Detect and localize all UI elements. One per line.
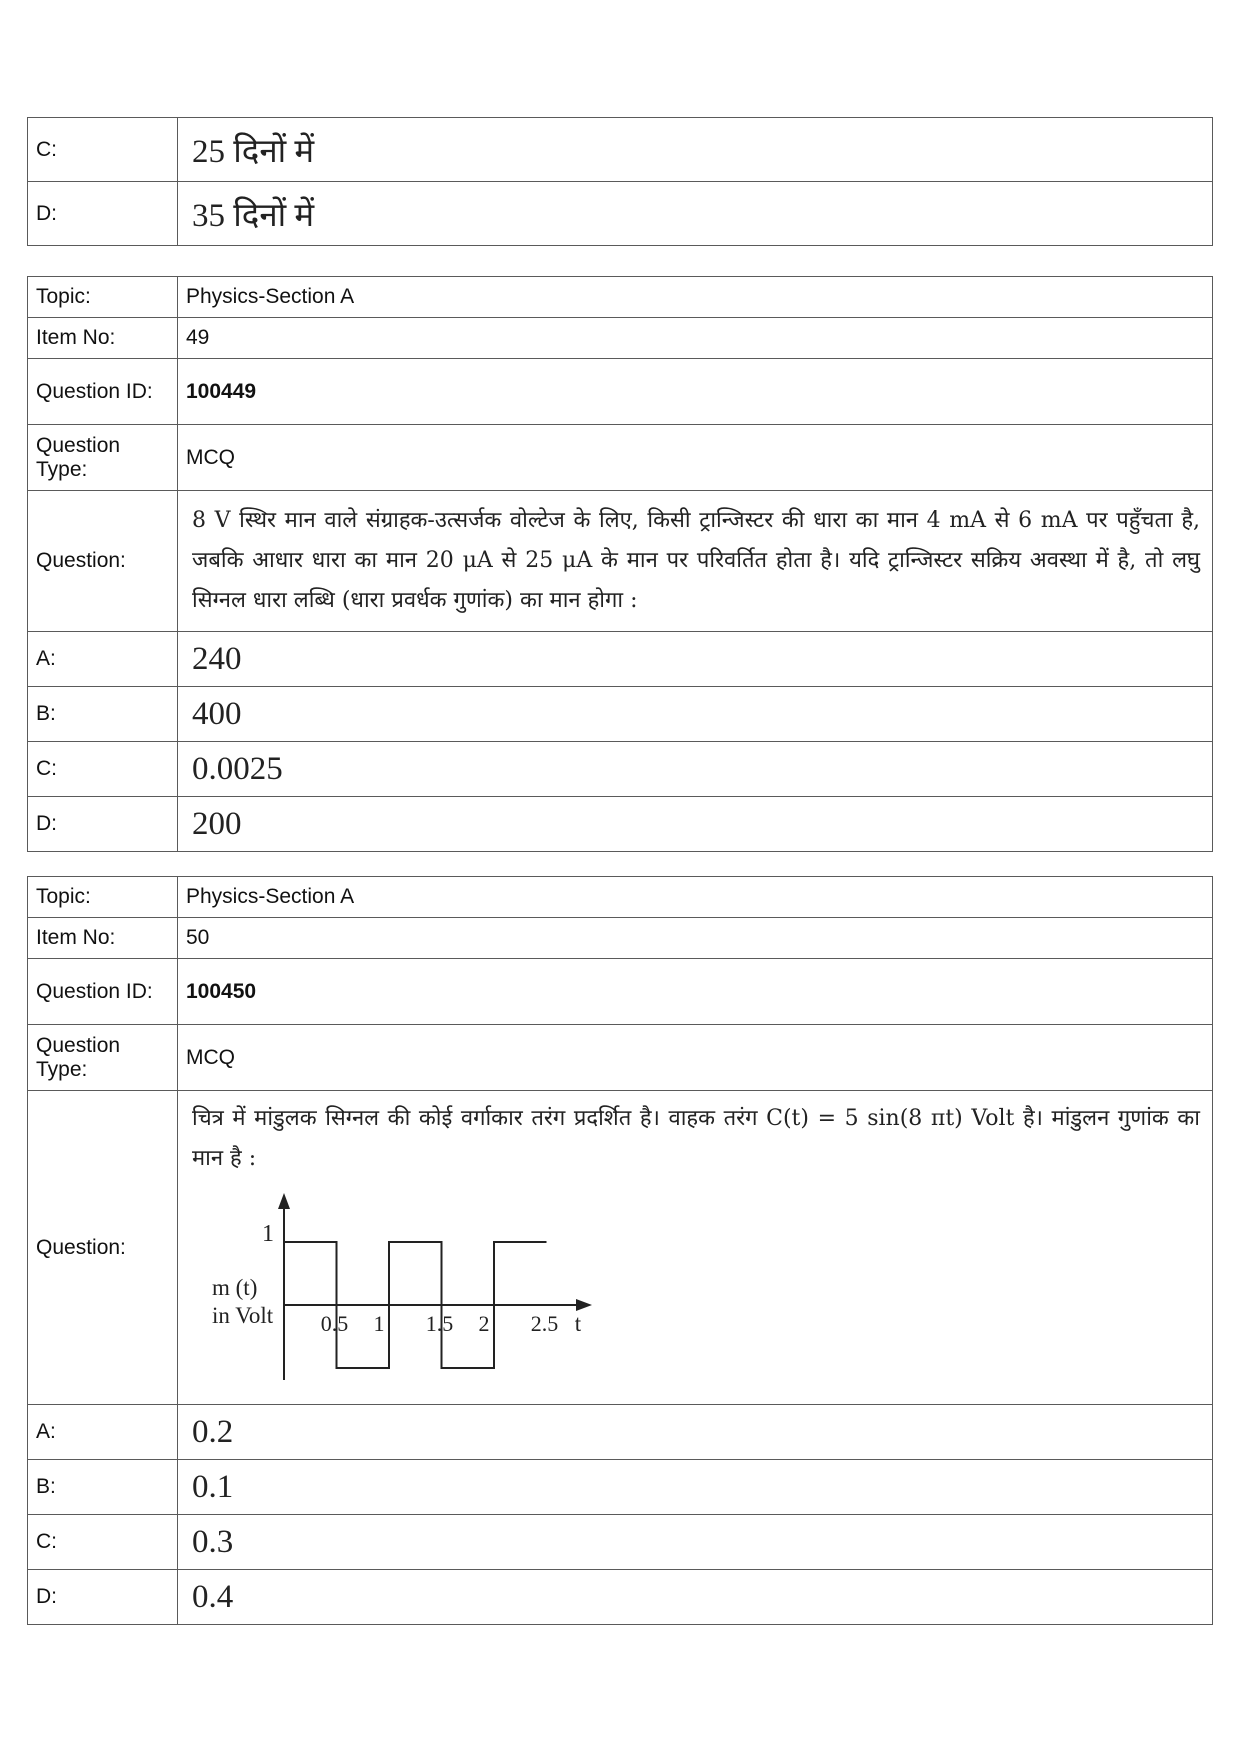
- question-id-label: Question ID:: [28, 359, 178, 425]
- question-type-label: Question Type:: [28, 425, 178, 491]
- item-no-row: [28, 318, 1213, 359]
- option-c-value: 25 दिनों में: [178, 118, 1213, 182]
- y-axis-arrow: [278, 1193, 290, 1209]
- prev-question-table: [27, 117, 1213, 246]
- topic-row: [28, 877, 1213, 918]
- question-50-table: [27, 876, 1213, 1625]
- item-no-value: 50: [178, 918, 1213, 959]
- question-label: Question:: [28, 1091, 178, 1405]
- question-row: [28, 1091, 1213, 1405]
- option-d-row: [28, 797, 1213, 852]
- option-b-label: B:: [28, 1460, 178, 1515]
- question-type-row: [28, 1025, 1213, 1091]
- option-c-label: C:: [28, 742, 178, 797]
- option-d-value: 200: [178, 797, 1213, 852]
- option-a-value: 240: [178, 632, 1213, 687]
- option-c-row: [28, 118, 1213, 182]
- option-d-label: D:: [28, 182, 178, 246]
- option-a-value: 0.2: [178, 1405, 1213, 1460]
- topic-row: [28, 277, 1213, 318]
- option-a-row: [28, 1405, 1213, 1460]
- option-c-label: C:: [28, 1515, 178, 1570]
- option-c-value: 0.0025: [178, 742, 1213, 797]
- option-d-value: 0.4: [178, 1570, 1213, 1625]
- y-axis-label-line1: m (t): [212, 1275, 258, 1300]
- option-c-row: [28, 1515, 1213, 1570]
- question-label: Question:: [28, 491, 178, 632]
- x-tick-labels: [321, 1311, 559, 1336]
- question-text: 8 V स्थिर मान वाले संग्राहक-उत्सर्जक वोल्टेज के लिए, किसी ट्रान्जिस्टर की धारा का मान 4 mA से 6 mA पर पहुँचता है, जबकि आधार धारा का मान 20 μA से 25 μA के मान पर परिवर्तित होता है। यदि ट्रान्जिस्टर सक्रिय अवस्था में है, तो लघु सिग्नल धारा लब्धि (धारा प्रवर्धक गुणांक) का मान होगा :: [178, 491, 1213, 632]
- topic-value: Physics-Section A: [178, 277, 1213, 318]
- option-d-row: [28, 182, 1213, 246]
- question-row: [28, 491, 1213, 632]
- question-type-label: Question Type:: [28, 1025, 178, 1091]
- topic-label: Topic:: [28, 277, 178, 318]
- option-c-row: [28, 742, 1213, 797]
- option-a-label: A:: [28, 632, 178, 687]
- topic-label: Topic:: [28, 877, 178, 918]
- item-no-label: Item No:: [28, 318, 178, 359]
- option-b-row: [28, 687, 1213, 742]
- option-b-label: B:: [28, 687, 178, 742]
- question-type-row: [28, 425, 1213, 491]
- option-b-value: 400: [178, 687, 1213, 742]
- x-tick-label: 1.5: [425, 1311, 454, 1336]
- question-id-row: [28, 359, 1213, 425]
- option-c-label: C:: [28, 118, 178, 182]
- x-tick-label: 0.5: [320, 1311, 349, 1336]
- question-type-value: MCQ: [178, 1025, 1213, 1091]
- option-a-label: A:: [28, 1405, 178, 1460]
- option-d-label: D:: [28, 797, 178, 852]
- item-no-label: Item No:: [28, 918, 178, 959]
- option-d-label: D:: [28, 1570, 178, 1625]
- item-no-row: [28, 918, 1213, 959]
- question-49-table: [27, 276, 1213, 852]
- x-tick-label: 2.5: [530, 1311, 559, 1336]
- question-type-value: MCQ: [178, 425, 1213, 491]
- question-id-value: 100449: [178, 359, 1213, 425]
- option-d-value: 35 दिनों में: [178, 182, 1213, 246]
- square-wave-graph: [198, 1185, 638, 1385]
- item-no-value: 49: [178, 318, 1213, 359]
- y-axis-label-line2: in Volt: [212, 1303, 274, 1328]
- y-tick-label: 1: [262, 1221, 274, 1247]
- question-text: चित्र में मांडुलक सिग्नल की कोई वर्गाकार तरंग प्रदर्शित है। वाहक तरंग C(t) = 5 sin(8 πt) Volt है। मांडुलन गुणांक का मान है :: [192, 1106, 1200, 1171]
- question-id-label: Question ID:: [28, 959, 178, 1025]
- option-d-row: [28, 1570, 1213, 1625]
- option-b-value: 0.1: [178, 1460, 1213, 1515]
- question-cell: [178, 1091, 1213, 1405]
- option-a-row: [28, 632, 1213, 687]
- x-tick-label: 1: [373, 1311, 385, 1336]
- x-axis-label: t: [574, 1311, 582, 1336]
- question-id-value: 100450: [178, 959, 1213, 1025]
- x-tick-label: 2: [478, 1311, 490, 1336]
- option-c-value: 0.3: [178, 1515, 1213, 1570]
- x-axis-arrow: [576, 1299, 592, 1311]
- topic-value: Physics-Section A: [178, 877, 1213, 918]
- question-id-row: [28, 959, 1213, 1025]
- option-b-row: [28, 1460, 1213, 1515]
